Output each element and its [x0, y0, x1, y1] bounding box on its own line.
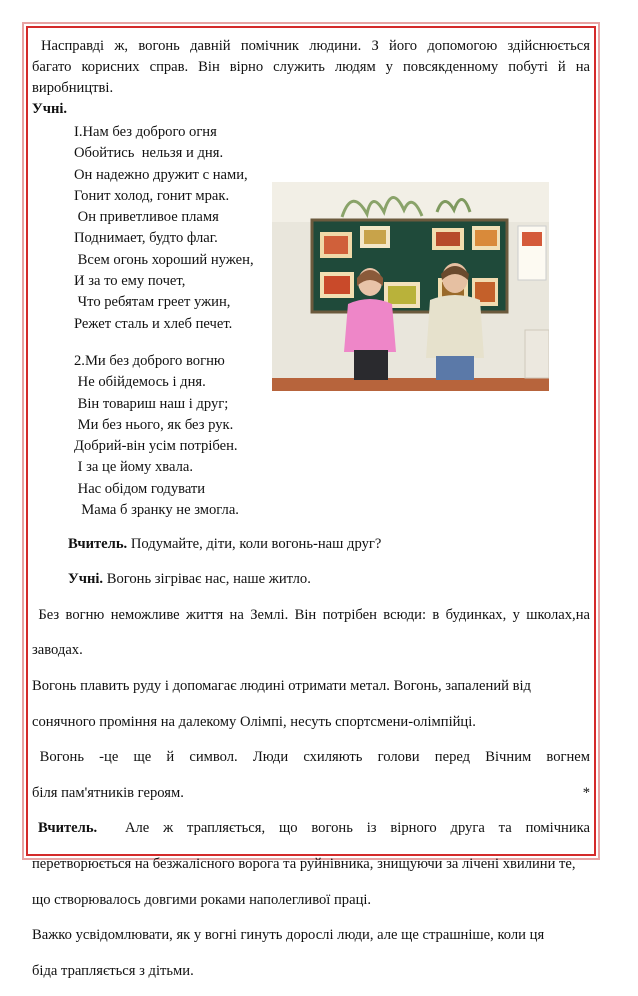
dialog-block	[32, 519, 590, 996]
intro-line: Насправді ж, вогонь давній помічник людини. З його допомогою здійснюється	[41, 38, 590, 54]
poem-line: Он надежно дружит с нами,	[74, 166, 248, 183]
paragraph-text: Але ж трапляється, що вогонь із вірного друга та помічника	[97, 820, 590, 837]
dialog-line	[32, 569, 590, 590]
paragraph-line: Важко усвідомлювати, як у вогні гинуть дорослі люди, але ще страшніше, коли ця	[32, 927, 545, 944]
paragraph-line	[32, 818, 590, 839]
poem-line: Обойтись нельзя и дня.	[74, 145, 224, 162]
paragraph-line: заводах.	[32, 642, 83, 659]
poem-line: Гонит холод, гонит мрак.	[74, 187, 230, 204]
speaker-pupils: Учні.	[68, 571, 104, 588]
intro-block	[32, 36, 590, 120]
poem-line: Всем огонь хороший нужен,	[74, 251, 254, 268]
paragraph-line: Без вогню неможливе життя на Землі. Він потрібен всюди: в будинках, у школах,на	[32, 606, 590, 623]
poem-line: Він товариш наш і друг;	[74, 395, 229, 412]
paragraph-line: біда трапляється з дітьми.	[32, 962, 194, 979]
classroom-photo	[272, 182, 549, 391]
poem-line: Ми без нього, як без рук.	[74, 416, 234, 433]
paragraph-line: що створювалось довгими роками наполегливої праці.	[32, 891, 372, 908]
poem-line: И за то ему почет,	[74, 273, 186, 290]
poem-line: Мама б зранку не змогла.	[74, 502, 239, 519]
intro-line: виробництві.	[32, 80, 114, 96]
poem-line: Поднимает, будто флаг.	[74, 230, 218, 247]
dialog-text: Вогонь зігріває нас, наше житло.	[103, 571, 311, 588]
poem-russian	[74, 122, 254, 335]
paragraph-line: Вогонь -це ще й символ. Люди схиляють голови перед Вічним вогнем	[32, 749, 590, 766]
pupils-label: Учні.	[32, 101, 68, 117]
poem-line: 2.Ми без доброго вогню	[74, 353, 225, 369]
paragraph-text: біля пам'ятників героям.	[32, 784, 184, 801]
poem-line: Добрий-він усім потрібен.	[74, 438, 238, 455]
intro-line: багато корисних справ. Він вірно служить людям у повсякденному побуті й на	[32, 59, 590, 75]
paragraph-line: перетворюється на безжалісного ворога та руйнівника, знищуючи за лічені хвилини те,	[32, 855, 576, 872]
speaker-teacher: Вчитель.	[68, 535, 128, 552]
dialog-line	[32, 534, 590, 555]
paragraph-line	[32, 783, 590, 804]
poem-line: І за це йому хвала.	[74, 459, 194, 476]
poem-line: Нас обідом годувати	[74, 480, 206, 497]
asterisk: *	[582, 784, 590, 801]
poem-line: Режет сталь и хлеб печет.	[74, 315, 233, 332]
paragraph-line: сонячного проміння на далекому Олімпі, несуть спортсмени-олімпійці.	[32, 713, 476, 730]
speaker-teacher: Вчитель.	[38, 820, 98, 837]
poem-line: Он приветливое пламя	[74, 209, 219, 226]
poem-line: Что ребятам греет ужин,	[74, 294, 231, 311]
poem-line: І.Нам без доброго огня	[74, 124, 217, 140]
poem-line: Не обійдемось і дня.	[74, 374, 206, 391]
dialog-text: Подумайте, діти, коли вогонь-наш друг?	[127, 535, 382, 552]
paragraph-line: Вогонь плавить руду і допомагає людині отримати метал. Вогонь, запалений від	[32, 677, 531, 694]
poem-ukrainian	[74, 351, 239, 521]
